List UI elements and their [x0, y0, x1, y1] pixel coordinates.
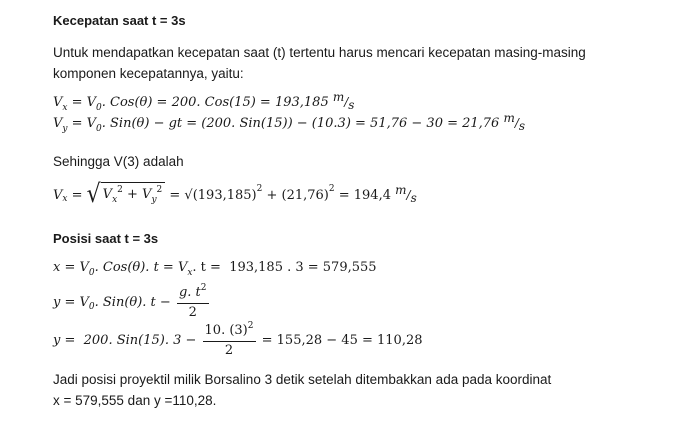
- eq-x-mid: . Cos(θ). t = V: [94, 260, 188, 275]
- eq-vx-v0-sub: 0: [96, 103, 102, 113]
- rad-b: V: [142, 187, 152, 202]
- eq-vy-unit: m/s: [503, 111, 526, 133]
- eq-y2-lhs: y = 200. Sin(15). 3 −: [53, 333, 201, 348]
- eq-v3-unit: m/s: [395, 183, 417, 205]
- eq-vy-unit-num: m: [503, 111, 515, 125]
- fraction-denominator: 2: [188, 305, 197, 320]
- eq-v3-sup2: 2: [328, 184, 335, 194]
- eq-vy-rest: . Sin(θ) − gt = (200. Sin(15)) − (10.3) = 51,76 − 30 = 21,76: [101, 116, 504, 131]
- eq-v3-result: = 194,4: [334, 187, 396, 203]
- rad-a: V: [102, 187, 113, 202]
- eq-vx-expr: = V: [67, 95, 97, 110]
- eq-y2-num: 10. (3): [204, 323, 248, 338]
- eq-vy-lhs-sub: y: [62, 124, 68, 134]
- heading-position: Posisi saat t = 3s: [53, 231, 159, 246]
- fraction-denominator: 2: [224, 343, 234, 358]
- eq-y2-num-sup: 2: [247, 321, 254, 331]
- eq-v3-sup1: 2: [256, 184, 263, 194]
- eq-vx-lhs-sub: x: [62, 103, 68, 113]
- equation-y-numeric: [53, 322, 423, 359]
- intro-line-1: Untuk mendapatkan kecepatan saat (t) tertentu harus mencari kecepatan masing-masing: [53, 45, 586, 60]
- eq-y1-mid: . Sin(θ). t −: [94, 295, 175, 310]
- eq-y1-num-sup: 2: [200, 283, 207, 293]
- eq-vx-unit: m/s: [332, 90, 355, 112]
- eq-vx-unit-den: s: [348, 98, 355, 112]
- intro-line-2: komponen kecepatannya, yaitu:: [53, 66, 244, 81]
- eq-v3-lhs-sub: x: [62, 194, 68, 204]
- eq-vx-lhs: V: [53, 95, 63, 110]
- eq-y2-rest: = 155,28 − 45 = 110,28: [257, 333, 423, 348]
- eq-x-rest: . t = 193,185 . 3 = 579,555: [192, 260, 377, 275]
- eq-y1-lhs: y = V: [53, 295, 89, 310]
- eq-vy-expr: = V: [67, 116, 97, 131]
- eq-v3-eq: =: [67, 187, 87, 203]
- conclusion-line-1: Jadi posisi proyektil milik Borsalino 3 detik setelah ditembakkan ada pada koordinat: [53, 372, 552, 387]
- equation-x: [53, 260, 377, 278]
- eq-vy-v0-sub: 0: [96, 124, 102, 134]
- eq-v3-mid2: + (21,76): [262, 187, 329, 203]
- heading-velocity: Kecepatan saat t = 3s: [53, 13, 186, 28]
- fraction-numerator: [177, 284, 209, 304]
- equation-vx: [53, 90, 355, 113]
- fraction-numerator: [203, 322, 256, 342]
- eq-vx-rest: . Cos(θ) = 200. Cos(15) = 193,185: [101, 95, 333, 110]
- conclusion-line-2: x = 579,555 dan y =110,28.: [53, 393, 217, 408]
- equation-y-symbolic: [53, 284, 211, 321]
- eq-vx-unit-num: m: [332, 90, 345, 104]
- eq-x-lhs: x = V: [53, 260, 89, 275]
- sqrt-radical: [87, 182, 166, 208]
- eq-y1-v0-sub: 0: [88, 301, 95, 312]
- eq-vy-lhs: V: [53, 116, 63, 131]
- rad-b-sup: 2: [156, 185, 163, 195]
- rad-b-sub: y: [151, 195, 157, 205]
- eq-v3-mid: = √(193,185): [165, 187, 257, 203]
- eq-v3-unit-den: s: [410, 191, 417, 205]
- rad-a-sub: x: [112, 195, 118, 205]
- equation-vy: [53, 111, 526, 134]
- eq-v3-lhs: V: [53, 187, 63, 203]
- eq-v3-unit-num: m: [395, 183, 407, 197]
- radical-sign-icon: √: [86, 180, 101, 209]
- fraction-gt2-over-2: [177, 284, 209, 321]
- eq-y1-num: g. t: [178, 285, 201, 300]
- rad-a-sup: 2: [117, 185, 123, 195]
- rad-plus: +: [122, 187, 143, 202]
- fraction-10-3sq-over-2: [203, 322, 256, 359]
- eq-x-vx-sub: x: [187, 268, 193, 278]
- eq-vy-unit-den: s: [518, 119, 526, 133]
- eq-x-v0-sub: 0: [88, 268, 95, 278]
- equation-v3: [53, 182, 417, 208]
- radicand: [101, 182, 166, 208]
- sehingga-text: Sehingga V(3) adalah: [53, 154, 184, 169]
